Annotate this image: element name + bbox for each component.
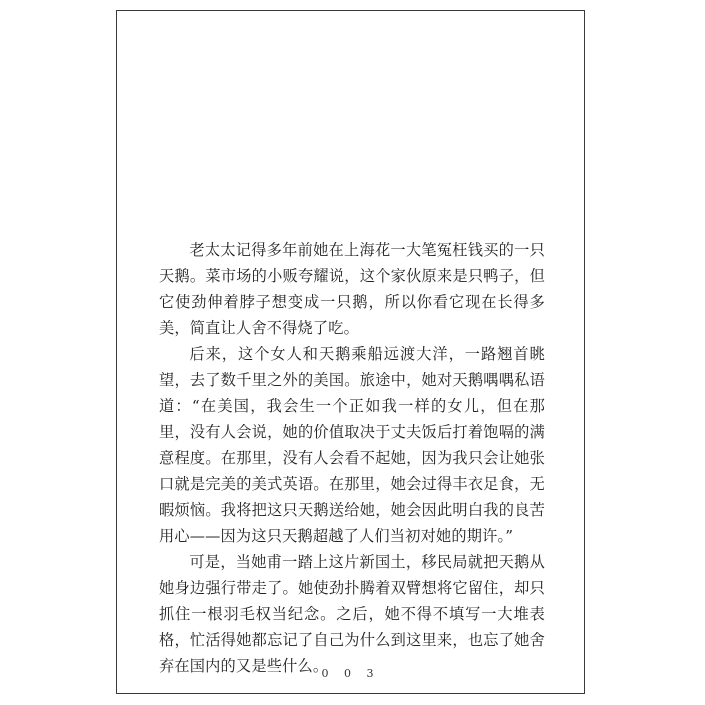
body-text — [159, 237, 545, 679]
paragraph-2: 后来，这个女人和天鹅乘船远渡大洋，一路翘首眺望，去了数千里之外的美国。旅途中，她对天鹅喁喁私语道：“在美国，我会生一个正如我一样的女儿，但在那里，没有人会说，她的价值取决于丈夫饭后打着饱嗝的满意程度。在那里，没有人会看不起她，因为我只会让她张口就是完美的美式英语。在那里，她会过得丰衣足食，无暇烦恼。我将把这只天鹅送给她，她会因此明白我的良苦用心——因为这只天鹅超越了人们当初对她的期许。” — [159, 345, 545, 545]
paragraph-3: 可是，当她甫一踏上这片新国土，移民局就把天鹅从她身边强行带走了。她使劲扑腾着双臂想将它留住，却只抓住一根羽毛权当纪念。之后，她不得不填写一大堆表格，忙活得她都忘记了自己为什么到这里来，也忘了她舍弃在国内的又是些什么。 — [159, 553, 545, 675]
page-number: 0 0 3 — [321, 667, 380, 680]
book-page — [116, 10, 585, 694]
paragraph-1: 老太太记得多年前她在上海花一大笔冤枉钱买的一只天鹅。菜市场的小贩夸耀说，这个家伙原来是只鸭子，但它使劲伸着脖子想变成一只鹅，所以你看它现在长得多美，简直让人舍不得烧了吃。 — [159, 241, 545, 337]
